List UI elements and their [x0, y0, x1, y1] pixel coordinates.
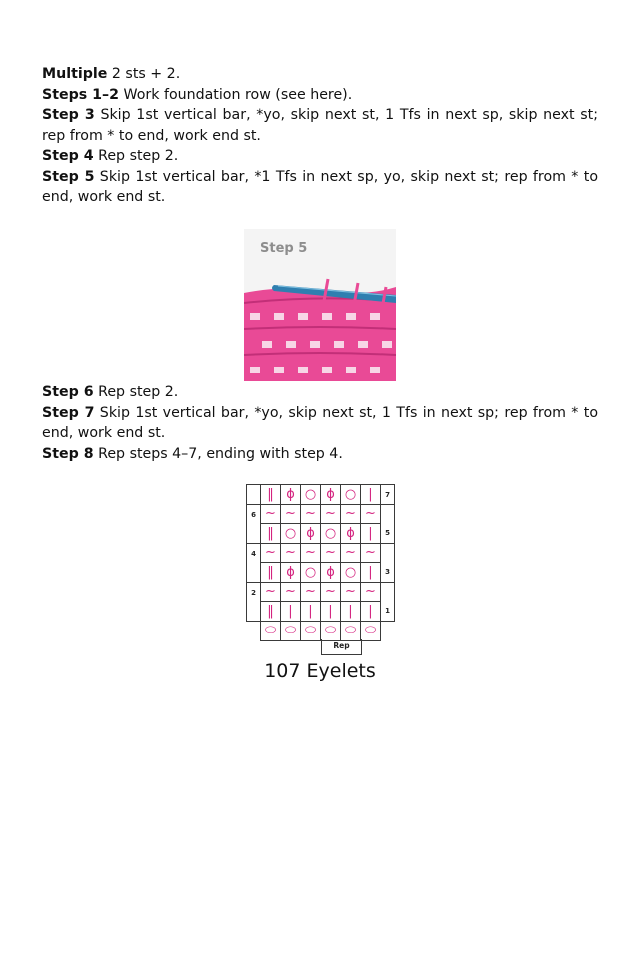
- stitch-symbol: ϕ: [280, 562, 301, 583]
- stitch-symbol: ϕ: [340, 523, 361, 544]
- stitch-symbol: ○: [320, 523, 341, 544]
- stitch-symbol: ~: [280, 504, 301, 525]
- stitch-symbol: ~: [260, 504, 281, 525]
- stitch-symbol: ~: [340, 504, 361, 525]
- stitch-symbol: ⬭: [340, 621, 361, 642]
- row-label-left: 4: [246, 543, 261, 583]
- stitch-symbol: ‖: [260, 484, 281, 505]
- row-label-right: 7: [380, 484, 395, 505]
- stitch-symbol: ○: [300, 562, 321, 583]
- stitch-symbol: ○: [280, 523, 301, 544]
- stitch-symbol: ‖: [260, 523, 281, 544]
- instruction-steps-1-2: Steps 1–2 Work foundation row (see here).: [42, 86, 353, 103]
- stitch-symbol: |: [360, 484, 381, 505]
- stitch-symbol: ~: [320, 543, 341, 564]
- stitch-symbol: ~: [320, 582, 341, 603]
- stitch-symbol: ~: [360, 543, 381, 564]
- instruction-step-7: Step 7 Skip 1st vertical bar, *yo, skip next st, 1 Tfs in next sp; rep from * to end, work end st.: [42, 404, 598, 441]
- pattern-title: 107 Eyelets: [264, 660, 376, 682]
- stitch-symbol: ⬭: [300, 621, 321, 642]
- stitch-symbol: ϕ: [320, 562, 341, 583]
- stitch-symbol: |: [340, 601, 361, 622]
- stitch-symbol: ϕ: [280, 484, 301, 505]
- stitch-symbol: ‖: [260, 562, 281, 583]
- instructions-top: [42, 64, 598, 208]
- step-5-photo: [244, 229, 396, 381]
- row-label-right: 1: [380, 582, 395, 622]
- stitch-symbol: ~: [260, 582, 281, 603]
- stitch-chart: [246, 484, 396, 659]
- stitch-symbol: ~: [300, 543, 321, 564]
- stitch-symbol: ○: [340, 562, 361, 583]
- stitch-symbol: ⬭: [260, 621, 281, 642]
- instruction-step-6: Step 6 Rep step 2.: [42, 384, 179, 400]
- row-label-right: 5: [380, 504, 395, 544]
- stitch-symbol: ⬭: [320, 621, 341, 642]
- instruction-step-3: Step 3 Skip 1st vertical bar, *yo, skip next st, 1 Tfs in next sp, skip next st; rep from * to end, work end st.: [42, 107, 598, 144]
- stitch-symbol: ○: [340, 484, 361, 505]
- stitch-symbol: ‖: [260, 601, 281, 622]
- stitch-symbol: ⬭: [360, 621, 381, 642]
- stitch-symbol: |: [360, 562, 381, 583]
- stitch-symbol: |: [320, 601, 341, 622]
- stitch-symbol: ~: [320, 504, 341, 525]
- stitch-symbol: ~: [300, 504, 321, 525]
- stitch-symbol: |: [360, 523, 381, 544]
- stitch-symbol: ~: [360, 582, 381, 603]
- stitch-symbol: ○: [300, 484, 321, 505]
- stitch-symbol: ~: [300, 582, 321, 603]
- stitch-symbol: ⬭: [280, 621, 301, 642]
- row-label-left: 6: [246, 504, 261, 544]
- stitch-symbol: ~: [260, 543, 281, 564]
- stitch-symbol: ~: [360, 504, 381, 525]
- chart-empty-corner: [246, 484, 261, 505]
- stitch-symbol: ~: [340, 543, 361, 564]
- photo-label: Step 5: [260, 241, 308, 256]
- instruction-step-5: Step 5 Skip 1st vertical bar, *1 Tfs in next sp, yo, skip next st; rep from * to end, work end st.: [42, 168, 598, 205]
- instructions-bottom: [42, 382, 598, 464]
- stitch-symbol: ϕ: [320, 484, 341, 505]
- stitch-symbol: ϕ: [300, 523, 321, 544]
- instruction-step-4: Step 4 Rep step 2.: [42, 148, 179, 164]
- stitch-symbol: ~: [280, 582, 301, 603]
- rep-bracket: Rep: [321, 639, 362, 655]
- instruction-step-8: Step 8 Rep steps 4–7, ending with step 4.: [42, 445, 343, 462]
- row-label-left: 2: [246, 582, 261, 622]
- stitch-symbol: ~: [280, 543, 301, 564]
- stitch-symbol: ~: [340, 582, 361, 603]
- stitch-symbol: |: [280, 601, 301, 622]
- stitch-symbol: |: [300, 601, 321, 622]
- row-label-right: 3: [380, 543, 395, 583]
- stitch-symbol: |: [360, 601, 381, 622]
- instruction-multiple: Multiple 2 sts + 2.: [42, 66, 181, 82]
